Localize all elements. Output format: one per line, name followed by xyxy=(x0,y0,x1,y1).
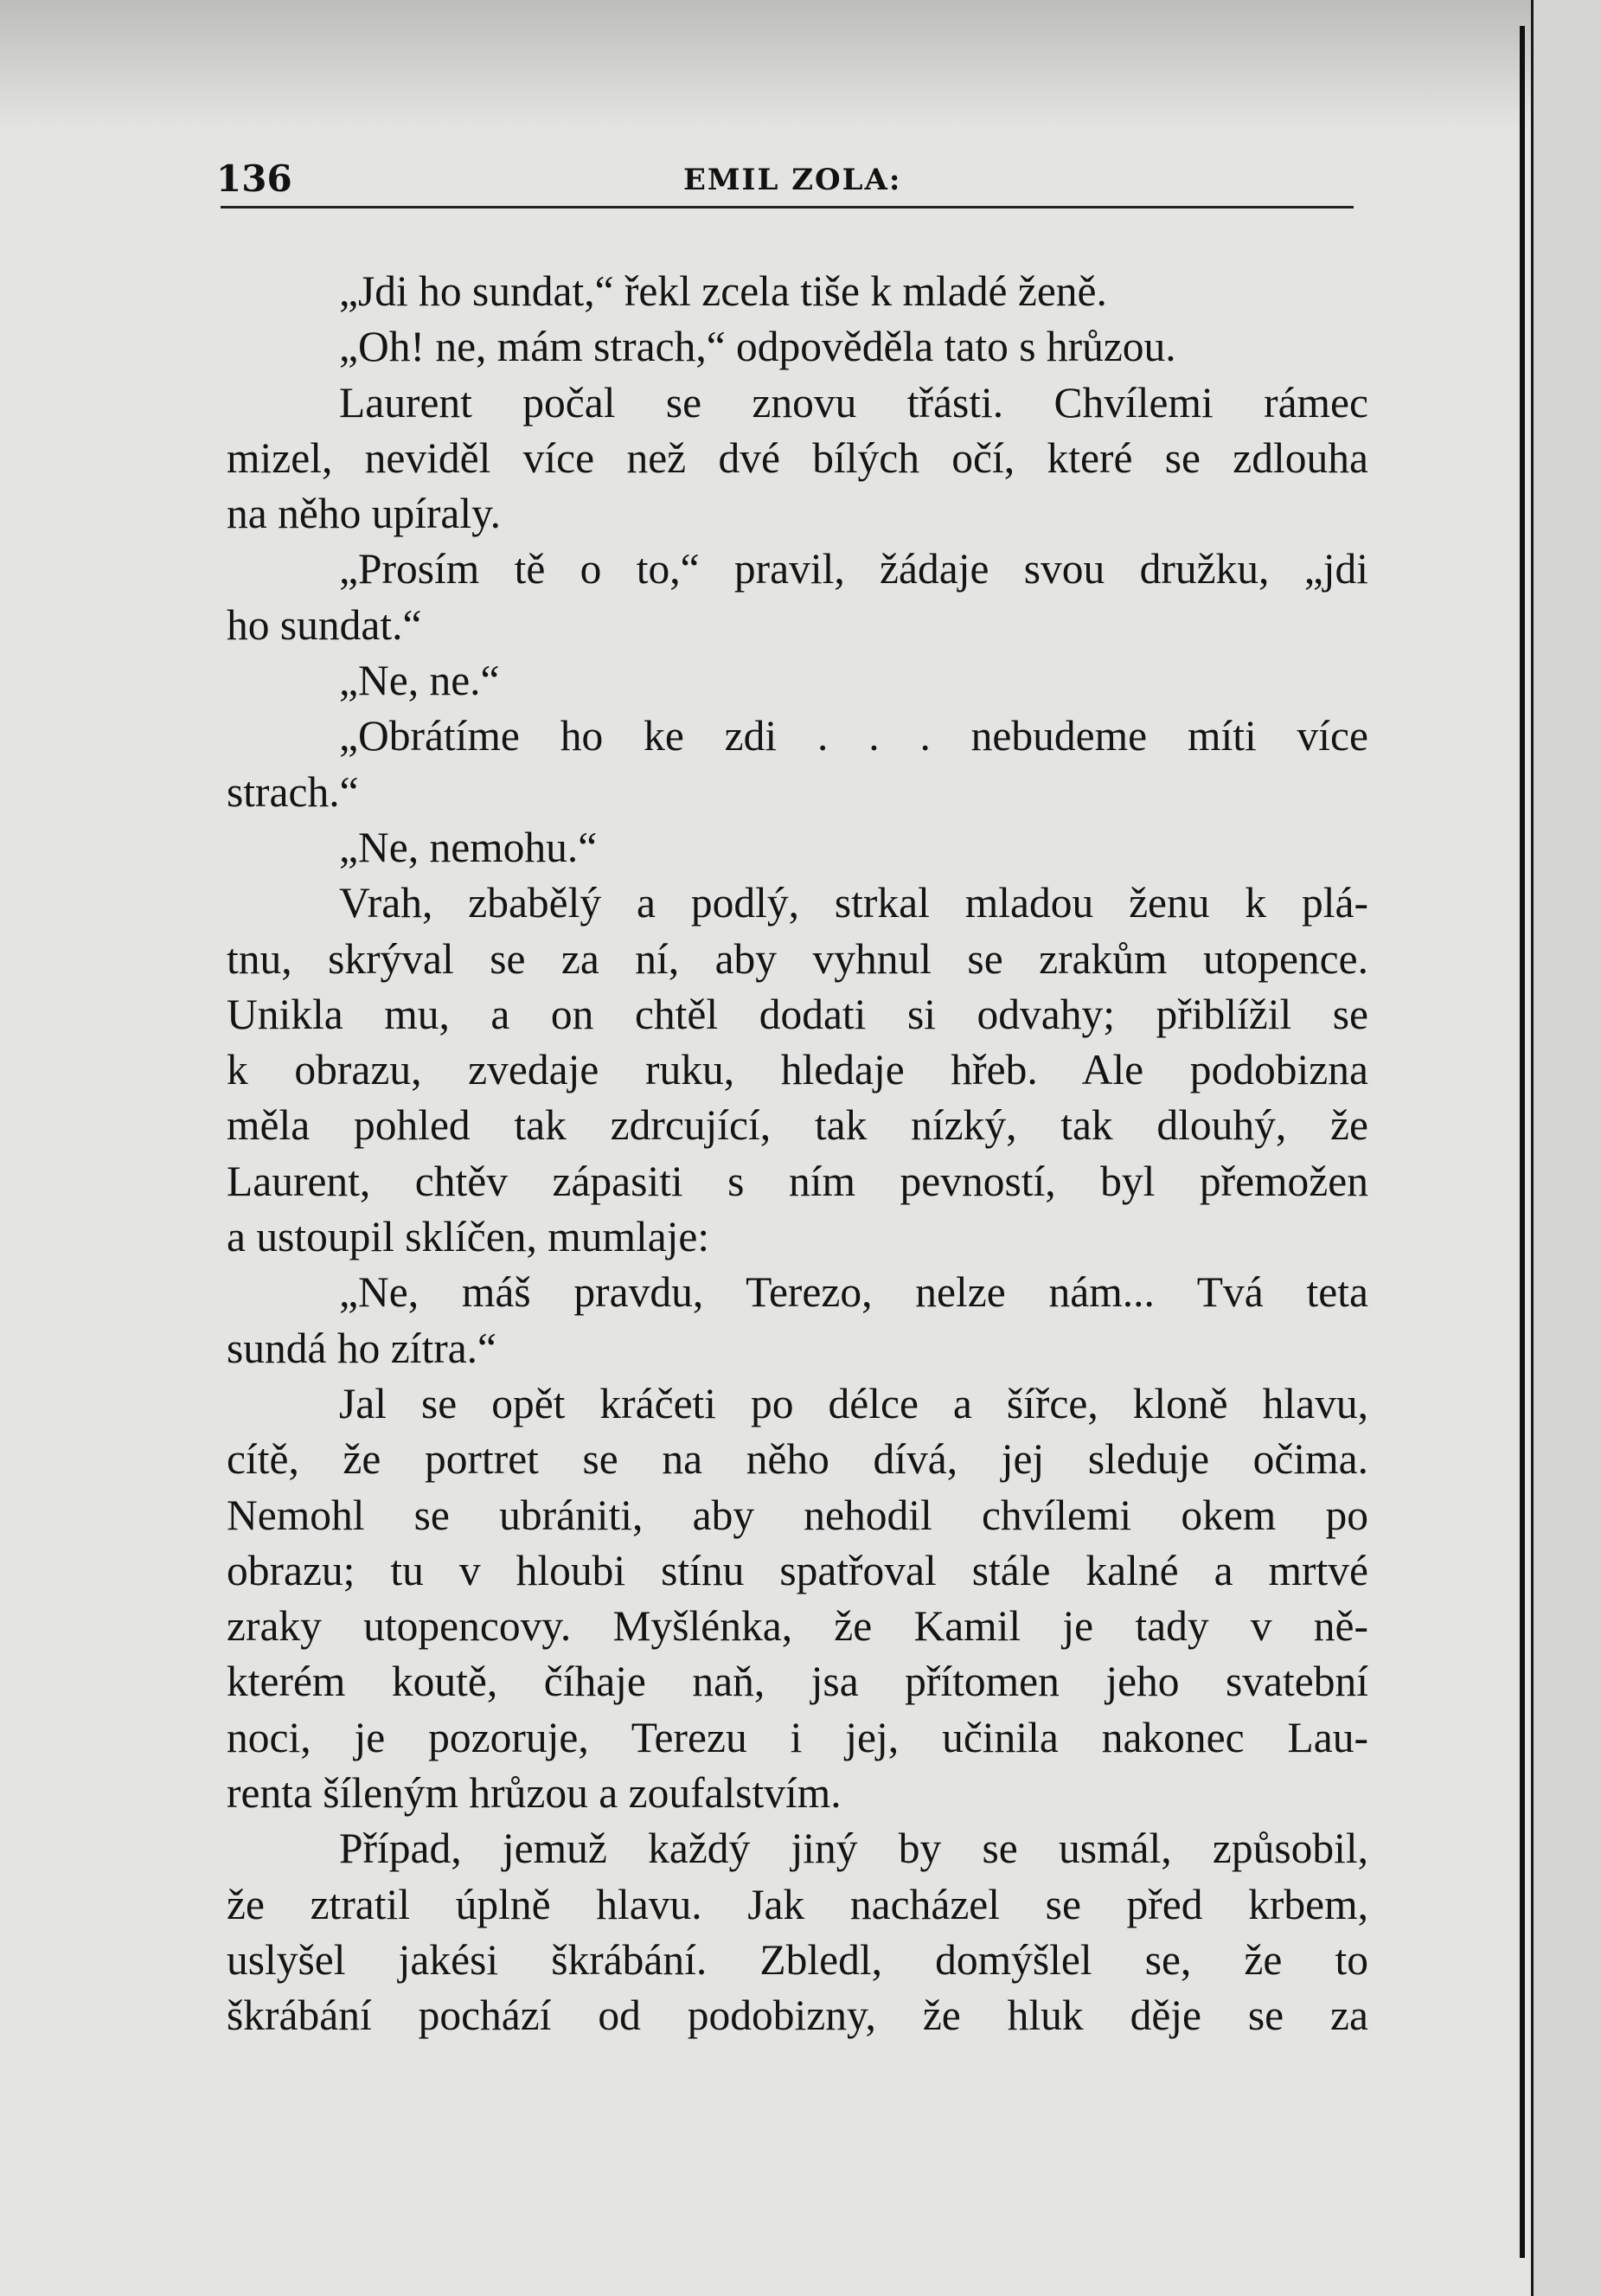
text-line: Laurent počal se znovu třásti. Chvílemi rámec xyxy=(339,378,1368,426)
text-line: „Ne, nemohu.“ xyxy=(339,823,598,871)
text-line: tnu, skrýval se za ní, aby vyhnul se zrakům utopence. xyxy=(227,934,1368,983)
text-line: strach.“ xyxy=(227,767,359,816)
page-header xyxy=(216,157,1358,209)
text-line: sundá ho zítra.“ xyxy=(227,1324,497,1372)
text-line: na něho upíraly. xyxy=(227,490,502,538)
text-line: Případ, jemuž každý jiný by se usmál, způsobil, xyxy=(339,1825,1368,1873)
text-line: noci, je pozoruje, Terezu i jej, učinila nakonec Lau- xyxy=(227,1713,1368,1761)
text-line: „Oh! ne, mám strach,“ odpověděla tato s hrůzou. xyxy=(339,323,1176,371)
running-title: EMIL ZOLA: xyxy=(683,163,902,197)
text-line: měla pohled tak zdrcující, tak nízký, tak dlouhý, že xyxy=(227,1101,1368,1150)
text-line: k obrazu, zvedaje ruku, hledaje hřeb. Ale podobizna xyxy=(227,1046,1368,1094)
text-line: že ztratil úplně hlavu. Jak nacházel se před krbem, xyxy=(227,1880,1368,1928)
page-number: 136 xyxy=(216,157,292,200)
text-line: „Ne, máš pravdu, Terezo, nelze nám... Tvá teta xyxy=(339,1268,1368,1317)
text-line: Nemohl se ubrániti, aby nehodil chvílemi okem po xyxy=(227,1491,1368,1539)
text-line: „Ne, ne.“ xyxy=(339,657,500,705)
text-line: Unikla mu, a on chtěl dodati si odvahy; přiblížil se xyxy=(227,990,1368,1038)
text-line: a ustoupil sklíčen, mumlaje: xyxy=(227,1213,710,1261)
next-page-edge xyxy=(1531,0,1601,2296)
text-line: Laurent, chtěv zápasiti s ním pevností, byl přemožen xyxy=(227,1157,1368,1205)
text-line: Jal se opět kráčeti po délce a šířce, kloně hlavu, xyxy=(339,1379,1368,1427)
text-line: Vrah, zbabělý a podlý, strkal mladou ženu k plá- xyxy=(339,879,1368,927)
text-line: uslyšel jakési škrábání. Zbledl, domýšlel se, že to xyxy=(227,1935,1368,1984)
header-rule xyxy=(221,206,1354,208)
text-line: zraky utopencovy. Myšlénka, že Kamil je tady v ně- xyxy=(227,1602,1368,1651)
text-line: „Jdi ho sundat,“ řekl zcela tiše k mladé ženě. xyxy=(339,267,1107,315)
text-line: ho sundat.“ xyxy=(227,600,422,649)
text-line: obrazu; tu v hloubi stínu spatřoval stále kalné a mrtvé xyxy=(227,1546,1368,1594)
body-text xyxy=(227,264,1368,2044)
text-line: škrábání pochází od podobizny, že hluk děje se za xyxy=(227,1991,1368,2040)
text-line: renta šíleným hrůzou a zoufalstvím. xyxy=(227,1769,842,1818)
text-line: „Obrátíme ho ke zdi . . . nebudeme míti více xyxy=(339,712,1368,760)
text-line: „Prosím tě o to,“ pravil, žádaje svou družku, „jdi xyxy=(339,545,1368,593)
text-line: cítě, že portret se na něho dívá, jej sleduje očima. xyxy=(227,1435,1368,1484)
text-line: kterém koutě, číhaje naň, jsa přítomen jeho svatební xyxy=(227,1658,1368,1706)
page-gutter-edge xyxy=(1520,26,1525,2258)
text-line: mizel, neviděl více než dvé bílých očí, které se zdlouha xyxy=(227,433,1368,482)
